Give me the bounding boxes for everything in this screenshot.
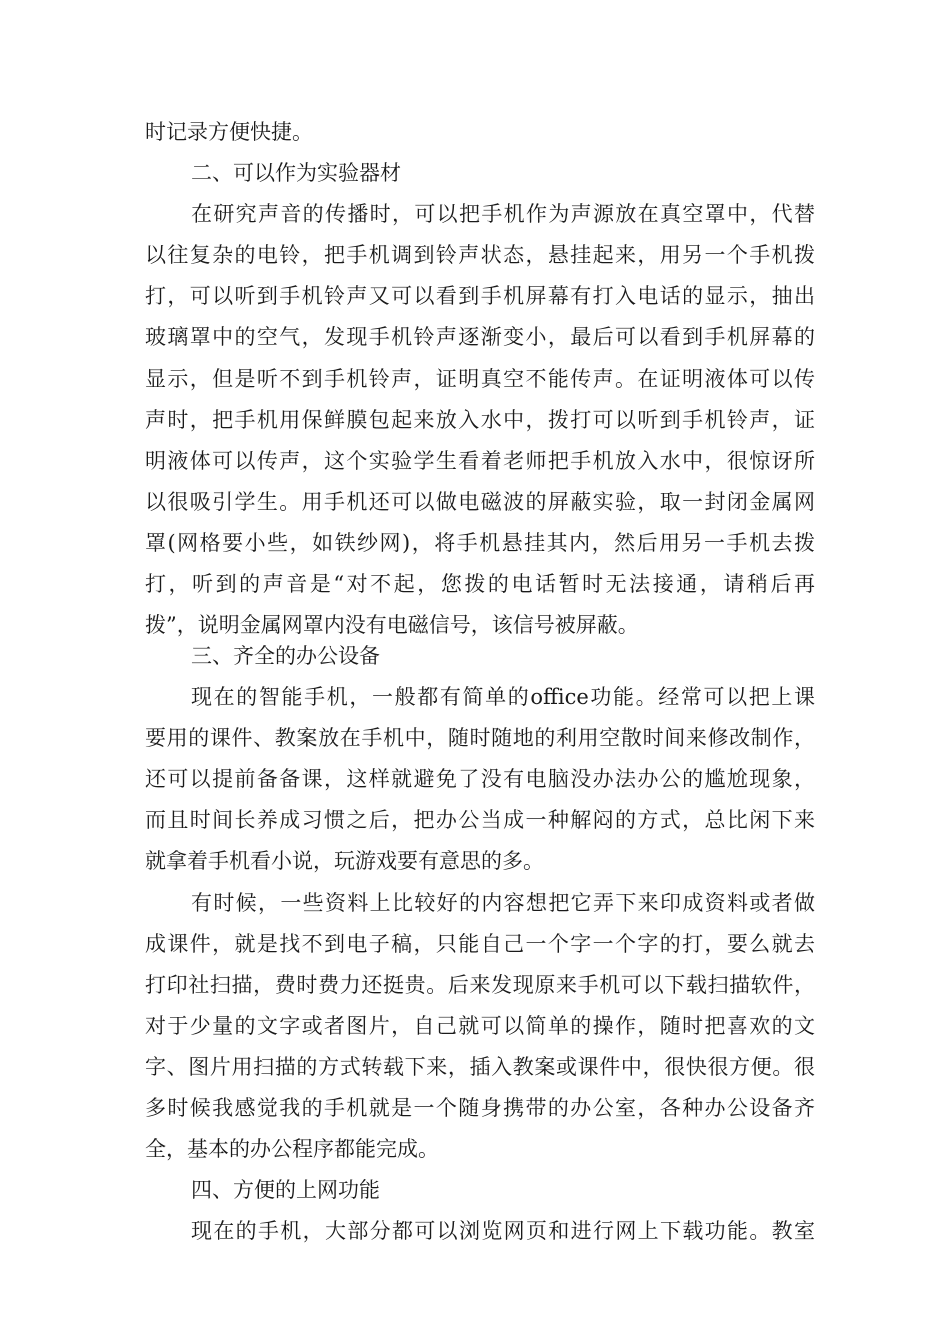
paragraph-line: 罩(网格要小些，如铁纱网)，将手机悬挂其内，然后用另一手机去拨 (145, 530, 815, 555)
paragraph-line: 全，基本的办公程序都能完成。 (145, 1137, 439, 1162)
paragraph-line: 打印社扫描，费时费力还挺贵。后来发现原来手机可以下载扫描软件， (145, 972, 815, 997)
paragraph-line: 明液体可以传声，这个实验学生看着老师把手机放入水中，很惊讶所 (145, 448, 815, 473)
paragraph-line: 要用的课件、教案放在手机中，随时随地的利用空散时间来修改制作， (145, 726, 815, 751)
paragraph-line: 现在的智能手机，一般都有简单的office功能。经常可以把上课 (191, 685, 815, 710)
paragraph-line: 而且时间长养成习惯之后，把办公当成一种解闷的方式，总比闲下来 (145, 808, 815, 833)
text-block-section-3 (145, 636, 815, 1252)
paragraph-line: 声时，把手机用保鲜膜包起来放入水中，拨打可以听到手机铃声，证 (145, 407, 815, 432)
paragraph-line: 在研究声音的传播时，可以把手机作为声源放在真空罩中，代替 (191, 202, 815, 227)
paragraph-line: 以往复杂的电铃，把手机调到铃声状态，悬挂起来，用另一个手机拨 (145, 243, 815, 268)
paragraph-line: 字、图片用扫描的方式转载下来，插入教案或课件中，很快很方便。很 (145, 1054, 815, 1079)
paragraph-line: 多时候我感觉我的手机就是一个随身携带的办公室，各种办公设备齐 (145, 1096, 815, 1121)
paragraph-line: 拨”，说明金属网罩内没有电磁信号，该信号被屏蔽。 (145, 613, 639, 638)
paragraph-line: 对于少量的文字或者图片，自己就可以简单的操作，随时把喜欢的文 (145, 1013, 815, 1038)
paragraph-line: 玻璃罩中的空气，发现手机铃声逐渐变小，最后可以看到手机屏幕的 (145, 325, 815, 350)
paragraph-line: 打，听到的声音是“对不起，您拨的电话暂时无法接通，请稍后再 (145, 572, 815, 597)
intro-tail-line: 时记录方便快捷。 (145, 120, 313, 144)
paragraph-line: 现在的手机，大部分都可以浏览网页和进行网上下载功能。教室 (191, 1219, 815, 1244)
paragraph-line: 打，可以听到手机铃声又可以看到手机屏幕有打入电话的显示，抽出 (145, 284, 815, 309)
paragraph-line: 还可以提前备备课，这样就避免了没有电脑没办法办公的尴尬现象， (145, 767, 815, 792)
paragraph-line: 以很吸引学生。用手机还可以做电磁波的屏蔽实验，取一封闭金属网 (145, 489, 815, 514)
paragraph-line: 成课件，就是找不到电子稿，只能自己一个字一个字的打，要么就去 (145, 931, 815, 956)
section-heading-4: 四、方便的上网功能 (191, 1178, 380, 1203)
text-block-section-2 (145, 112, 815, 646)
paragraph-line: 显示，但是听不到手机铃声，证明真空不能传声。在证明液体可以传 (145, 366, 815, 391)
section-heading-3: 三、齐全的办公设备 (191, 644, 380, 668)
paragraph-line: 有时候，一些资料上比较好的内容想把它弄下来印成资料或者做 (191, 890, 815, 915)
paragraph-line: 就拿着手机看小说，玩游戏要有意思的多。 (145, 849, 544, 874)
section-heading-2: 二、可以作为实验器材 (191, 161, 401, 186)
